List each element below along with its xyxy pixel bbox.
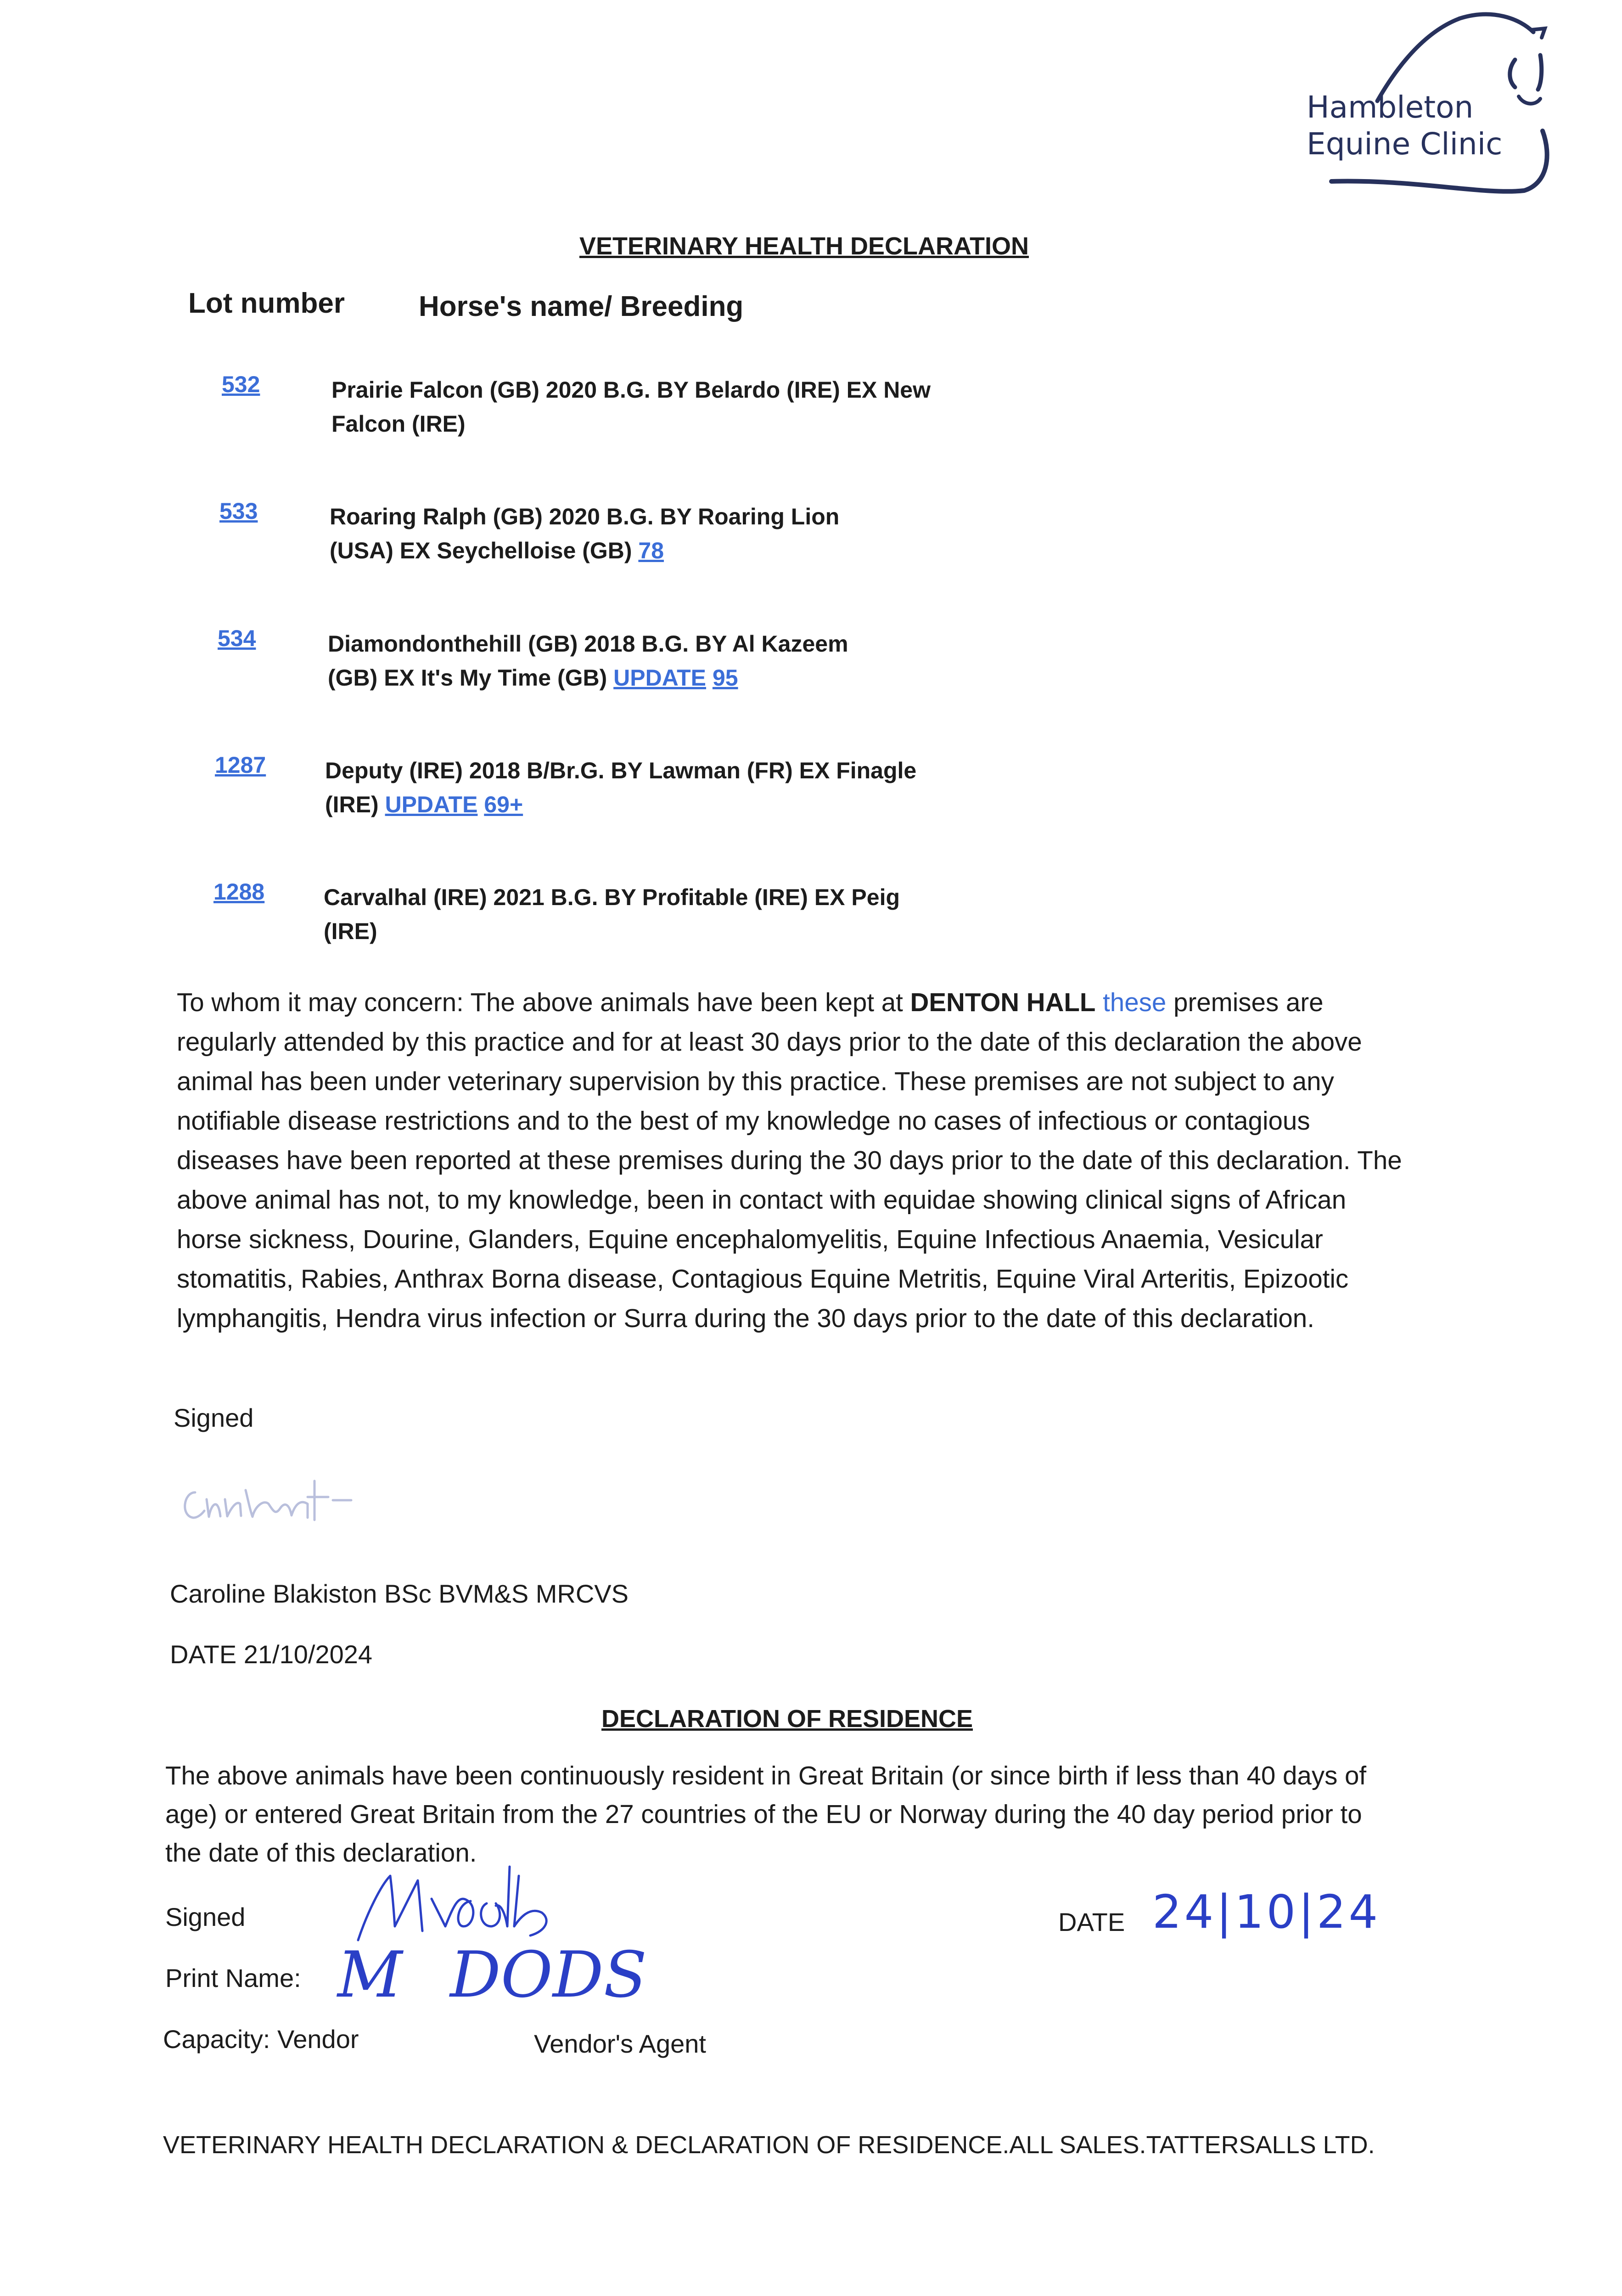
vendor-signature-icon [349,1857,588,1949]
lot-reference-link[interactable]: 95 [712,665,738,691]
update-link[interactable]: UPDATE [385,792,478,817]
lot-number-link[interactable]: 532 [222,371,260,397]
residence-title: DECLARATION OF RESIDENCE [601,1705,973,1733]
horse-line-1: Carvalhal (IRE) 2021 B.G. BY Profitable (IRE) EX Peig [324,884,900,910]
page-footer: VETERINARY HEALTH DECLARATION & DECLARATION OF RESIDENCE.ALL SALES.TATTERSALLS LTD. [163,2131,1375,2159]
lot-number-link[interactable]: 534 [218,625,256,651]
declaration-part-2: premises are regularly attended by this practice and for at least 30 days prior to the date of this declaration the above animal has been under veterinary supervision by this practice. These premises are not subject to any notifiable disease restrictions and to the best of my knowledge no cases of infectious or contagious diseases have been reported at these premises during the 30 days prior to the date of this declaration. The above animal has not, to my knowledge, been in contact with equidae showing clinical signs of African horse sickness, Dourine, Glanders, Equine encephalomyelitis, Equine Infectious Anaemia, Vesicular stomatitis, Rabies, Anthrax Borna disease, Contagious Equine Metritis, Equine Viral Arteritis, Epizootic lymphangitis, Hendra virus infection or Surra during the 30 days prior to the date of this declaration. [177,988,1402,1333]
lot-reference-link[interactable]: 69+ [484,792,523,817]
page-title: VETERINARY HEALTH DECLARATION [579,232,1029,260]
horse-entry [324,880,989,948]
capacity-label: Capacity: Vendor [163,2025,359,2054]
horse-entry [331,373,997,441]
print-name-label: Print Name: [165,1964,301,1992]
horse-line-1: Deputy (IRE) 2018 B/Br.G. BY Lawman (FR) EX Finagle [325,758,917,783]
residence-date-label: DATE [1058,1908,1125,1936]
logo-line-2: Equine Clinic [1307,126,1503,162]
residence-signed-label: Signed [165,1902,246,1931]
vet-signature-icon [177,1472,388,1541]
horse-line-1: Diamondonthehill (GB) 2018 B.G. BY Al Kazeem [328,631,848,657]
vet-date: DATE 21/10/2024 [170,1640,373,1669]
vet-name: Caroline Blakiston BSc BVM&S MRCVS [170,1579,629,1608]
lot-number-link[interactable]: 533 [219,498,258,524]
horse-entry [330,500,995,568]
column-header-lot: Lot number [188,287,345,319]
horse-line-2: Falcon (IRE) [331,411,466,437]
horse-line-1: Prairie Falcon (GB) 2020 B.G. BY Belardo (IRE) EX New [331,377,931,403]
lot-number-link[interactable]: 1287 [215,752,266,778]
horse-entry [328,627,993,695]
logo-line-1: Hambleton [1307,90,1474,125]
inserted-word: these [1103,988,1167,1017]
lot-number-link[interactable]: 1288 [213,879,265,905]
horse-line-2: (GB) EX It's My Time (GB) [328,665,607,691]
lot-reference-link[interactable]: 78 [638,538,664,563]
premises-name: DENTON HALL [910,988,1096,1017]
horse-line-2: (USA) EX Seychelloise (GB) [330,538,632,563]
handwritten-date: 24|10|24 [1152,1885,1381,1939]
horse-line-2: (IRE) [325,792,379,817]
update-link[interactable]: UPDATE [613,665,707,691]
declaration-paragraph [177,983,1407,1338]
vendors-agent-label: Vendor's Agent [534,2029,706,2058]
horse-entry [325,754,991,822]
signed-label: Signed [174,1403,254,1432]
handwritten-print-name: M DODS [337,1938,647,2012]
column-header-name: Horse's name/ Breeding [419,291,744,322]
horse-line-1: Roaring Ralph (GB) 2020 B.G. BY Roaring Lion [330,504,840,529]
residence-paragraph: The above animals have been continuously resident in Great Britain (or since birth if less than 40 days of age) or entered Great Britain from the 27 countries of the EU or Norway during the 40 day period prior to the date of this declaration. [165,1761,1367,1867]
declaration-part-1: To whom it may concern: The above animals have been kept at [177,988,910,1017]
horse-line-2: (IRE) [324,918,377,944]
